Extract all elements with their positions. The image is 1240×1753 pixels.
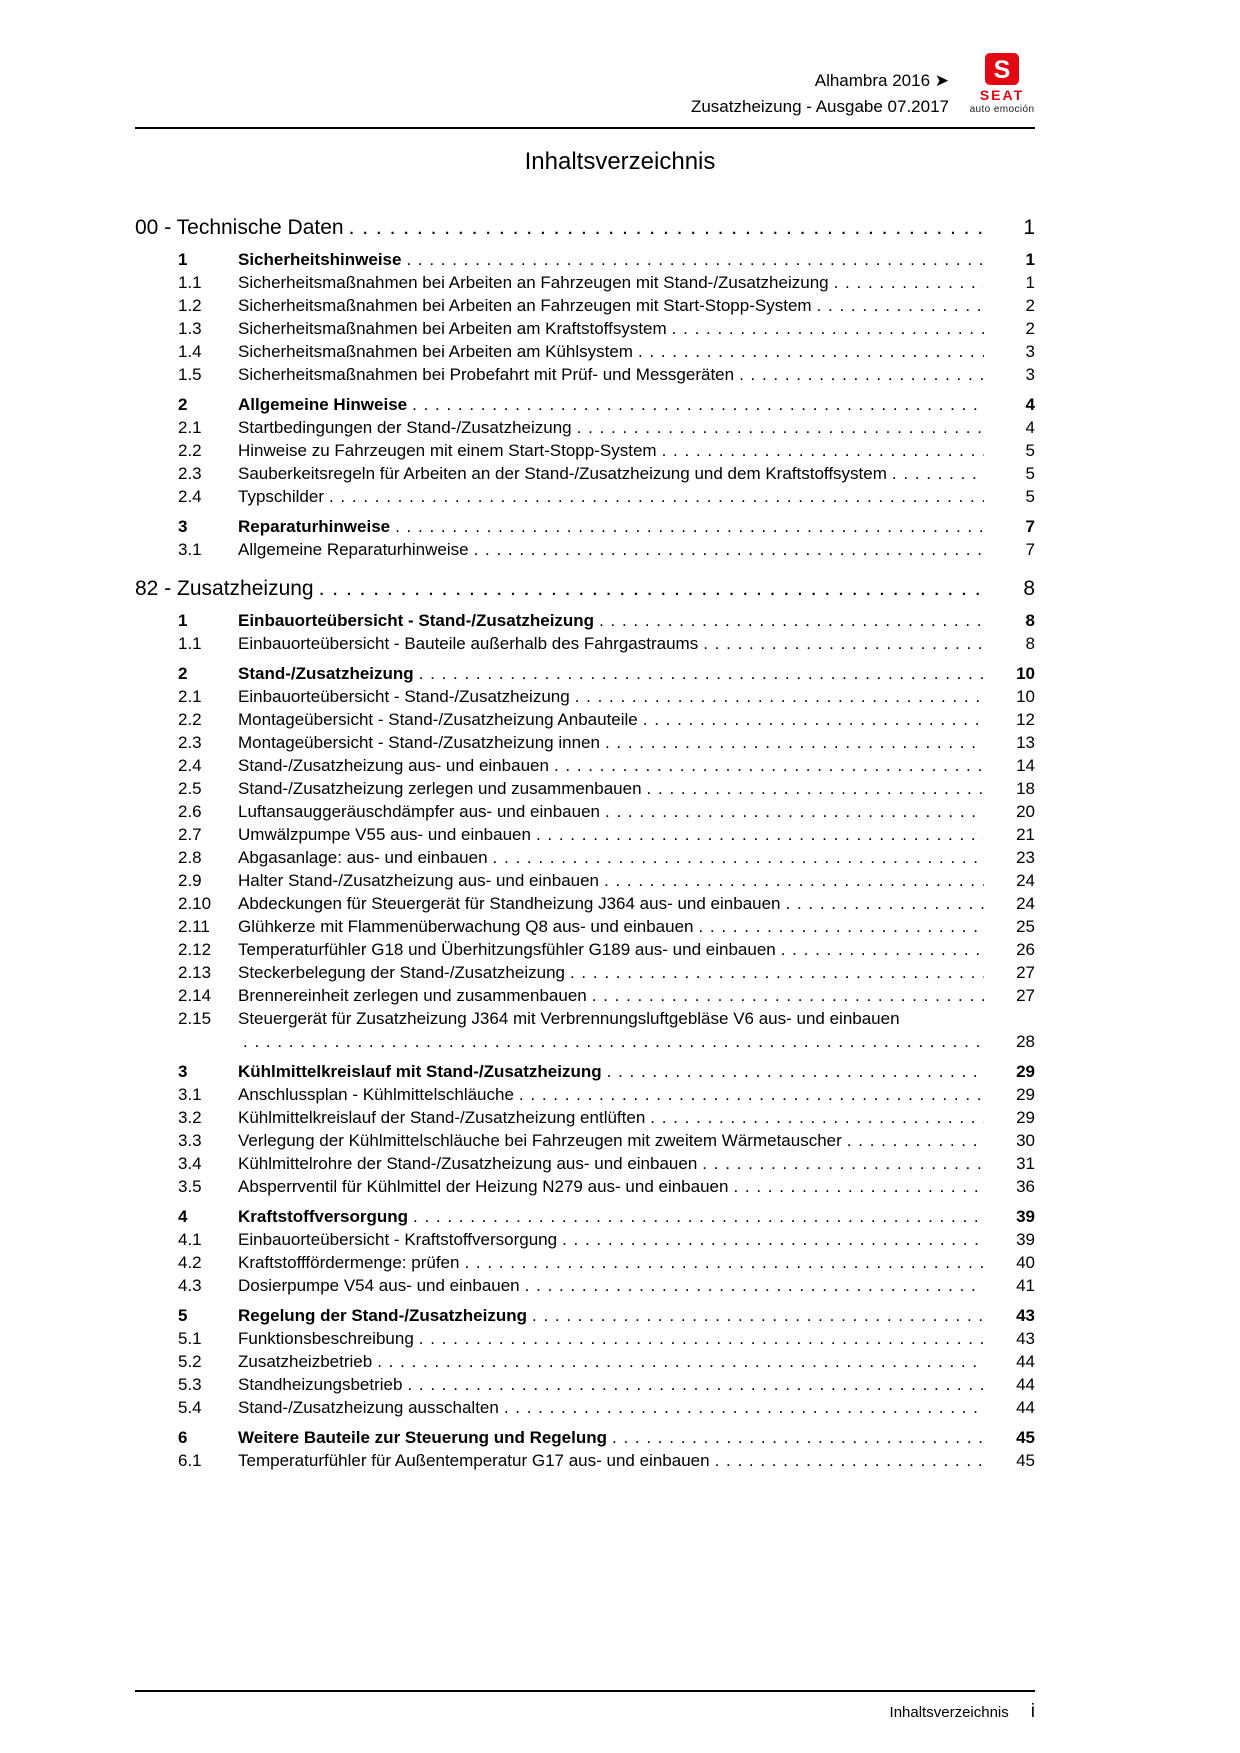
toc-entry-row <box>135 961 1035 984</box>
toc-entry-row <box>135 462 1035 485</box>
toc-entry-number: 2.5 <box>178 779 202 798</box>
toc-leader-dots <box>643 708 984 731</box>
toc-entry-number: 2.12 <box>178 940 212 959</box>
toc-entry-page: 4 <box>1025 418 1035 437</box>
page-title: Inhaltsverzeichnis <box>524 148 716 175</box>
toc-entry-title: Typschilder <box>238 487 324 506</box>
toc-entry-title: Absperrventil für Kühlmittel der Heizung N279 aus- und einbauen <box>238 1177 729 1196</box>
footer-page-number: i <box>1030 1701 1035 1722</box>
toc-leader-dots <box>605 800 984 823</box>
toc-entry-title: Sicherheitsmaßnahmen bei Probefahrt mit Prüf- und Messgeräten <box>238 365 735 384</box>
toc-entry-title: Abdeckungen für Steuergerät für Standheizung J364 aus- und einbauen <box>238 894 781 913</box>
toc-entry-row <box>135 685 1035 708</box>
toc-leader-dots <box>349 214 984 241</box>
toc-entry-title: Steckerbelegung der Stand-/Zusatzheizung <box>238 963 565 982</box>
toc-entry-title: Sicherheitsmaßnahmen bei Arbeiten am Kraftstoffsystem <box>238 319 667 338</box>
toc-entry-page: 29 <box>1016 1062 1035 1081</box>
toc-entry-page: 21 <box>1016 825 1035 844</box>
toc-entry-row <box>135 869 1035 892</box>
toc-entry-row <box>135 1228 1035 1251</box>
header-subtitle: Zusatzheizung - Ausgabe 07.2017 <box>690 97 949 116</box>
toc-entry-row <box>135 363 1035 386</box>
toc-entry-row <box>135 1373 1035 1396</box>
toc-entry-title: Einbauorteübersicht - Bauteile außerhalb des Fahrgastraums <box>238 634 699 653</box>
toc-leader-dots <box>607 1060 984 1083</box>
toc-entry-number: 2.4 <box>178 756 202 775</box>
toc-entry-page: 2 <box>1025 319 1035 338</box>
toc-entry-title: Sicherheitsmaßnahmen bei Arbeiten an Fahrzeugen mit Start-Stopp-System <box>238 296 812 315</box>
toc-leader-dots <box>592 984 984 1007</box>
toc-entry-title: Stand-/Zusatzheizung zerlegen und zusammenbauen <box>238 779 642 798</box>
toc-entry-number: 4.1 <box>178 1230 202 1249</box>
toc-entry-row <box>135 1152 1035 1175</box>
toc-entry-title: Dosierpumpe V54 aus- und einbauen <box>238 1276 520 1295</box>
toc-entry-number: 6.1 <box>178 1451 202 1470</box>
seat-s-icon <box>984 52 1020 86</box>
toc-entry-row <box>135 1274 1035 1297</box>
toc-entry-title: Anschlussplan - Kühlmittelschläuche <box>238 1085 514 1104</box>
toc-entry-number: 5.3 <box>178 1375 202 1394</box>
toc-entry-row <box>135 439 1035 462</box>
brand-name: SEAT <box>979 87 1025 103</box>
toc-entry-title: Sicherheitsmaßnahmen bei Arbeiten am Kühlsystem <box>238 342 633 361</box>
toc-entry-page: 28 <box>1016 1032 1035 1051</box>
toc-leader-dots <box>519 1083 984 1106</box>
toc-entry-page: 39 <box>1016 1207 1035 1226</box>
toc-leader-dots <box>834 271 984 294</box>
toc-entry-number: 2.11 <box>178 917 210 936</box>
toc-entry-number: 2.3 <box>178 733 202 752</box>
toc-entry-number: 3.3 <box>178 1131 202 1150</box>
toc-leader-dots <box>419 662 984 685</box>
toc-leader-dots <box>703 632 984 655</box>
toc-entry-number-spacer <box>178 1030 238 1053</box>
toc-entry-page: 3 <box>1025 365 1035 384</box>
toc-leader-dots <box>781 938 984 961</box>
toc-entry-page: 25 <box>1016 917 1035 936</box>
toc-leader-dots <box>570 961 984 984</box>
toc-leader-dots <box>504 1396 984 1419</box>
toc-leader-dots <box>532 1304 984 1327</box>
toc-entry-row <box>135 1083 1035 1106</box>
toc-entry-row <box>135 754 1035 777</box>
toc-entry-row <box>135 515 1035 538</box>
toc-entry-number: 2.2 <box>178 441 202 460</box>
toc-chapter-page: 8 <box>1023 577 1035 600</box>
toc-entry-row <box>135 708 1035 731</box>
toc-entry-page: 1 <box>1025 250 1035 269</box>
toc-entry-title: Einbauorteübersicht - Stand-/Zusatzheizung <box>238 687 570 706</box>
toc-entry-row <box>135 1350 1035 1373</box>
table-of-contents <box>135 214 1035 1472</box>
toc-entry-title: Glühkerze mit Flammenüberwachung Q8 aus- und einbauen <box>238 917 694 936</box>
toc-entry-number: 1 <box>178 250 188 269</box>
toc-entry-number: 1.2 <box>178 296 202 315</box>
toc-leader-dots <box>407 1373 984 1396</box>
toc-leader-dots <box>715 1449 984 1472</box>
toc-leader-dots <box>493 846 984 869</box>
toc-entry-title: Brennereinheit zerlegen und zusammenbauen <box>238 986 587 1005</box>
toc-entry-number: 6 <box>178 1428 188 1447</box>
toc-entry-row <box>135 271 1035 294</box>
brand-tagline: auto emoción <box>969 104 1035 115</box>
toc-leader-dots <box>698 915 984 938</box>
toc-entry-number: 2.4 <box>178 487 202 506</box>
toc-entry-row <box>135 1327 1035 1350</box>
toc-entry-number: 2 <box>178 664 188 683</box>
toc-entry-title: Allgemeine Hinweise <box>238 395 408 414</box>
toc-leader-dots <box>892 462 984 485</box>
toc-entry-row <box>135 892 1035 915</box>
toc-entry-row <box>135 938 1035 961</box>
toc-entry-number: 3.2 <box>178 1108 202 1127</box>
toc-entry-number: 3 <box>178 517 188 536</box>
toc-leader-dots <box>739 363 984 386</box>
toc-leader-dots <box>650 1106 984 1129</box>
toc-entry-page: 29 <box>1016 1085 1035 1104</box>
toc-entry-title: Einbauorteübersicht - Kraftstoffversorgung <box>238 1230 558 1249</box>
toc-entry-number: 2.10 <box>178 894 212 913</box>
toc-chapter-label: 82 - Zusatzheizung <box>135 577 314 600</box>
toc-entry-page: 29 <box>1016 1108 1035 1127</box>
toc-entry-page: 45 <box>1016 1428 1035 1447</box>
toc-leader-dots <box>474 538 984 561</box>
toc-entry-row <box>135 823 1035 846</box>
toc-leader-dots <box>604 869 984 892</box>
toc-entry-number: 4 <box>178 1207 188 1226</box>
toc-leader-dots <box>605 731 984 754</box>
toc-entry-page: 26 <box>1016 940 1035 959</box>
toc-leader-dots <box>672 317 984 340</box>
toc-chapter-row <box>135 575 1035 602</box>
toc-entry-number: 5 <box>178 1306 188 1325</box>
toc-entry-page: 44 <box>1016 1352 1035 1371</box>
toc-entry-page: 5 <box>1025 441 1035 460</box>
toc-entry-title: Kühlmittelrohre der Stand-/Zusatzheizung aus- und einbauen <box>238 1154 698 1173</box>
toc-entry-row <box>135 1007 1035 1030</box>
toc-leader-dots <box>413 1205 984 1228</box>
toc-entry-title: Weitere Bauteile zur Steuerung und Regelung <box>238 1428 608 1447</box>
toc-entry-number: 2.1 <box>178 687 202 706</box>
toc-leader-dots <box>464 1251 984 1274</box>
toc-entry-row <box>135 800 1035 823</box>
toc-entry-row <box>135 984 1035 1007</box>
toc-entry-page: 7 <box>1025 540 1035 559</box>
toc-entry-number: 3.1 <box>178 1085 202 1104</box>
toc-entry-page: 8 <box>1025 634 1035 653</box>
toc-entry-number: 2.8 <box>178 848 202 867</box>
toc-entry-page: 18 <box>1016 779 1035 798</box>
toc-leader-dots <box>817 294 984 317</box>
toc-leader-dots <box>243 1030 984 1053</box>
toc-entry-title: Funktionsbeschreibung <box>238 1329 414 1348</box>
toc-leader-dots <box>406 248 984 271</box>
toc-entry-number: 2.6 <box>178 802 202 821</box>
toc-entry-number: 3.5 <box>178 1177 202 1196</box>
toc-entry-page: 27 <box>1016 986 1035 1005</box>
toc-entry-title: Allgemeine Reparaturhinweise <box>238 540 469 559</box>
header-text-block <box>691 52 949 120</box>
toc-leader-dots <box>536 823 984 846</box>
page-header <box>135 52 1035 120</box>
toc-entry-number: 5.4 <box>178 1398 202 1417</box>
toc-leader-dots <box>662 439 984 462</box>
toc-entry-page: 8 <box>1025 611 1035 630</box>
toc-entry-title: Umwälzpumpe V55 aus- und einbauen <box>238 825 531 844</box>
toc-entry-title: Montageübersicht - Stand-/Zusatzheizung innen <box>238 733 600 752</box>
toc-leader-dots <box>786 892 984 915</box>
toc-entry-row <box>135 317 1035 340</box>
toc-entry-title: Montageübersicht - Stand-/Zusatzheizung Anbauteile <box>238 710 638 729</box>
toc-entry-page: 45 <box>1016 1451 1035 1470</box>
toc-entry-page: 1 <box>1025 273 1035 292</box>
toc-entry-title: Sauberkeitsregeln für Arbeiten an der Stand-/Zusatzheizung und dem Kraftstoffsystem <box>238 464 887 483</box>
toc-entry-row <box>135 1175 1035 1198</box>
toc-entry-title: Temperaturfühler G18 und Überhitzungsfühler G189 aus- und einbauen <box>238 940 776 959</box>
toc-entry-title: Startbedingungen der Stand-/Zusatzheizung <box>238 418 572 437</box>
toc-entry-row <box>135 416 1035 439</box>
page-footer <box>135 1690 1035 1723</box>
toc-entry-number: 3.4 <box>178 1154 202 1173</box>
toc-entry-page: 23 <box>1016 848 1035 867</box>
toc-entry-number: 2.3 <box>178 464 202 483</box>
toc-entry-row <box>135 485 1035 508</box>
toc-entry-number: 2.13 <box>178 963 212 982</box>
toc-entry-page: 3 <box>1025 342 1035 361</box>
toc-entry-page: 12 <box>1016 710 1035 729</box>
toc-leader-dots <box>599 609 984 632</box>
toc-entry-title: Kühlmittelkreislauf der Stand-/Zusatzheizung entlüften <box>238 1108 646 1127</box>
toc-entry-title: Reparaturhinweise <box>238 517 391 536</box>
toc-entry-number: 1.5 <box>178 365 202 384</box>
toc-entry-number: 5.1 <box>178 1329 202 1348</box>
toc-leader-dots <box>395 515 984 538</box>
toc-entry-page: 7 <box>1025 517 1035 536</box>
toc-entry-page: 10 <box>1016 664 1035 683</box>
toc-entry-page: 30 <box>1016 1131 1035 1150</box>
toc-entry-title: Sicherheitsmaßnahmen bei Arbeiten an Fahrzeugen mit Stand-/Zusatzheizung <box>238 273 829 292</box>
svg-text:S: S <box>993 56 1011 84</box>
toc-entry-row <box>135 1304 1035 1327</box>
toc-entry-row <box>135 1396 1035 1419</box>
toc-entry-row <box>135 340 1035 363</box>
toc-entry-row <box>135 1106 1035 1129</box>
seat-logo <box>969 52 1035 115</box>
toc-entry-number: 3.1 <box>178 540 202 559</box>
toc-entry-number: 2 <box>178 395 188 414</box>
toc-leader-dots <box>562 1228 984 1251</box>
toc-entry-page: 40 <box>1016 1253 1035 1272</box>
toc-leader-dots <box>319 575 984 602</box>
toc-leader-dots <box>647 777 984 800</box>
toc-entry-row <box>135 1205 1035 1228</box>
toc-entry-page: 39 <box>1016 1230 1035 1249</box>
toc-entry-title: Temperaturfühler für Außentemperatur G17 aus- und einbauen <box>238 1451 710 1470</box>
toc-entry-title: Stand-/Zusatzheizung aus- und einbauen <box>238 756 549 775</box>
toc-leader-dots <box>377 1350 984 1373</box>
toc-entry-title: Sicherheitshinweise <box>238 250 402 269</box>
toc-entry-number: 2.15 <box>178 1009 212 1028</box>
toc-entry-title: Luftansauggeräuschdämpfer aus- und einbauen <box>238 802 600 821</box>
toc-entry-title: Steuergerät für Zusatzheizung J364 mit Verbrennungsluftgebläse V6 aus- und einbauen <box>238 1009 900 1028</box>
toc-entry-row <box>135 1426 1035 1449</box>
toc-entry-page: 10 <box>1016 687 1035 706</box>
toc-entry-number: 2.7 <box>178 825 202 844</box>
toc-entry-row <box>135 1129 1035 1152</box>
toc-entry-page: 36 <box>1016 1177 1035 1196</box>
toc-entry-page: 13 <box>1016 733 1035 752</box>
toc-entry-number: 2.1 <box>178 418 202 437</box>
toc-chapter-label: 00 - Technische Daten <box>135 216 344 239</box>
toc-entry-page: 27 <box>1016 963 1035 982</box>
toc-leader-dots <box>638 340 984 363</box>
toc-entry-title: Stand-/Zusatzheizung <box>238 664 414 683</box>
toc-entry-page: 5 <box>1025 464 1035 483</box>
toc-leader-dots <box>575 685 984 708</box>
toc-entry-title: Kraftstofffördermenge: prüfen <box>238 1253 460 1272</box>
toc-leader-dots <box>577 416 984 439</box>
toc-entry-page: 4 <box>1025 395 1035 414</box>
toc-entry-title: Hinweise zu Fahrzeugen mit einem Start-Stopp-System <box>238 441 657 460</box>
header-model-line: Alhambra 2016 ➤ <box>814 71 949 90</box>
toc-entry-number: 1 <box>178 611 188 630</box>
toc-entry-row <box>135 1449 1035 1472</box>
toc-entry-row <box>135 662 1035 685</box>
toc-entry-title: Abgasanlage: aus- und einbauen <box>238 848 488 867</box>
toc-entry-number: 5.2 <box>178 1352 202 1371</box>
toc-entry-row <box>135 1060 1035 1083</box>
toc-entry-row <box>135 248 1035 271</box>
toc-entry-page: 24 <box>1016 871 1035 890</box>
toc-entry-title: Zusatzheizbetrieb <box>238 1352 373 1371</box>
toc-entry-number: 4.2 <box>178 1253 202 1272</box>
toc-entry-number: 2.9 <box>178 871 202 890</box>
toc-entry-number: 3 <box>178 1062 188 1081</box>
toc-leader-dots <box>847 1129 984 1152</box>
toc-entry-title: Standheizungsbetrieb <box>238 1375 403 1394</box>
toc-entry-page: 43 <box>1016 1306 1035 1325</box>
toc-entry-page: 44 <box>1016 1375 1035 1394</box>
toc-entry-title: Halter Stand-/Zusatzheizung aus- und einbauen <box>238 871 600 890</box>
toc-leader-dots <box>554 754 984 777</box>
toc-chapter-row <box>135 214 1035 241</box>
toc-entry-row <box>135 731 1035 754</box>
toc-entry-row <box>135 393 1035 416</box>
toc-entry-row <box>135 1251 1035 1274</box>
toc-entry-number: 1.3 <box>178 319 202 338</box>
toc-entry-row <box>135 294 1035 317</box>
toc-entry-row <box>135 609 1035 632</box>
toc-entry-number: 2.2 <box>178 710 202 729</box>
toc-entry-page: 14 <box>1016 756 1035 775</box>
toc-entry-page: 20 <box>1016 802 1035 821</box>
toc-entry-page: 43 <box>1016 1329 1035 1348</box>
toc-leader-dots <box>419 1327 984 1350</box>
toc-entry-title: Stand-/Zusatzheizung ausschalten <box>238 1398 499 1417</box>
toc-entry-row <box>135 632 1035 655</box>
toc-entry-title: Einbauorteübersicht - Stand-/Zusatzheizung <box>238 611 595 630</box>
toc-leader-dots <box>525 1274 984 1297</box>
toc-entry-row <box>135 846 1035 869</box>
toc-leader-dots <box>412 393 984 416</box>
toc-entry-number: 4.3 <box>178 1276 202 1295</box>
footer-label: Inhaltsverzeichnis <box>889 1704 1009 1721</box>
toc-entry-row <box>135 915 1035 938</box>
toc-entry-number: 2.14 <box>178 986 212 1005</box>
toc-entry-title: Verlegung der Kühlmittelschläuche bei Fahrzeugen mit zweitem Wärmetauscher <box>238 1131 842 1150</box>
toc-entry-page: 2 <box>1025 296 1035 315</box>
toc-leader-dots <box>612 1426 984 1449</box>
toc-entry-number: 1.4 <box>178 342 202 361</box>
toc-entry-number: 1.1 <box>178 273 202 292</box>
toc-entry-page: 5 <box>1025 487 1035 506</box>
toc-leader-dots <box>733 1175 984 1198</box>
toc-entry-number: 1.1 <box>178 634 202 653</box>
toc-entry-row <box>135 777 1035 800</box>
toc-chapter-page: 1 <box>1023 216 1035 239</box>
toc-entry-title: Regelung der Stand-/Zusatzheizung <box>238 1306 528 1325</box>
toc-entry-row <box>135 538 1035 561</box>
toc-entry-continuation-row <box>135 1030 1035 1053</box>
toc-entry-page: 41 <box>1016 1276 1035 1295</box>
toc-entry-title: Kühlmittelkreislauf mit Stand-/Zusatzheizung <box>238 1062 602 1081</box>
toc-entry-page: 44 <box>1016 1398 1035 1417</box>
header-rule <box>135 127 1035 129</box>
toc-entry-title: Kraftstoffversorgung <box>238 1207 409 1226</box>
toc-entry-page: 31 <box>1016 1154 1035 1173</box>
toc-leader-dots <box>702 1152 984 1175</box>
toc-leader-dots <box>329 485 984 508</box>
toc-entry-page: 24 <box>1016 894 1035 913</box>
